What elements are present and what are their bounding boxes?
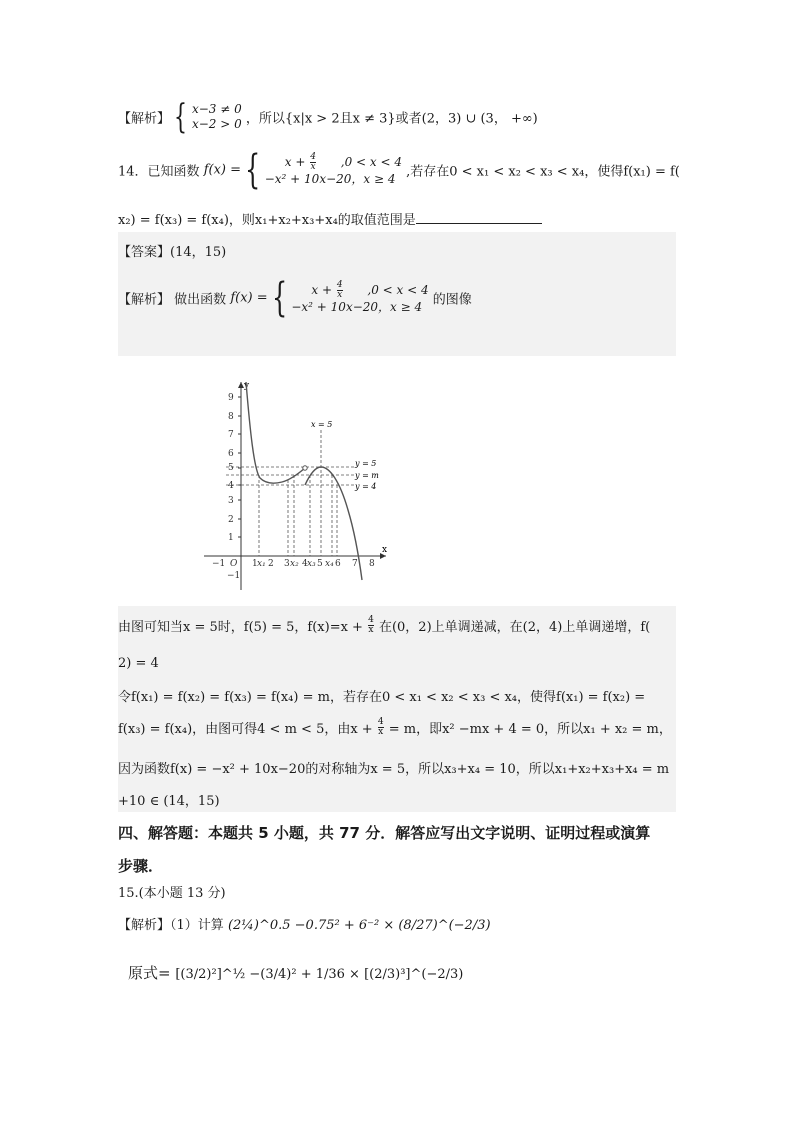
piece1: x + $\frac{4}{x}$ ,0 < x < 4 <box>284 152 402 172</box>
open-point <box>303 466 307 470</box>
y-tick-5: 5 <box>228 463 234 473</box>
y-tick-4: 4 <box>228 481 234 491</box>
para3: f(x₃) = f(x₄)，由图可得4 < m < 5，由x + $\frac{4}{x}$ = m，即x² −mx + 4 = 0，所以x₁ + x₂ = m， <box>118 717 672 737</box>
q15-calc: 【解析】（1）计算 (2¼)^0.5 −0.75² + 6⁻² × (8/27)^(−2/3) <box>118 918 491 933</box>
brace: { <box>271 275 288 321</box>
curve-left <box>246 382 305 483</box>
y-tick-7: 7 <box>228 430 234 440</box>
x-tick-x1: x₁ <box>257 559 266 569</box>
function-graph <box>194 370 394 598</box>
y-tick-neg1: −1 <box>227 571 241 581</box>
brace: { <box>174 97 188 137</box>
section-title-cont: 步骤． <box>118 857 164 875</box>
q14-number: 14．已知函数 <box>118 164 200 180</box>
answer-shade-lower <box>118 606 676 812</box>
label-x5: x = 5 <box>311 420 333 429</box>
x-tick-x2: x₂ <box>290 559 299 569</box>
para1: 由图可知当x = 5时，f(5) = 5，f(x)=x + $\frac{4}{x}$ 在(0，2)上单调递减，在(2，4)上单调递增，f( <box>118 615 651 635</box>
x-tick-3: 3 <box>284 559 290 569</box>
analysis-tag: 【解析】 <box>118 292 171 308</box>
para4: 因为函数f(x) = −x² + 10x−20的对称轴为x = 5，所以x₃+x₄ = 10，所以x₁+x₂+x₃+x₄ = m <box>118 762 670 777</box>
y-tick-1: 1 <box>228 533 234 543</box>
q14-line2: x₂) = f(x₃) = f(x₄)，则x₁+x₂+x₃+x₄的取值范围是 <box>118 209 542 228</box>
x-tick-5: 5 <box>317 559 323 569</box>
y-tick-3: 3 <box>228 496 234 506</box>
calc-expr: (2¼)^0.5 −0.75² + 6⁻² × (8/27)^(−2/3) <box>227 918 491 933</box>
x-tick-8: 8 <box>369 559 375 569</box>
para2: 令f(x₁) = f(x₂) = f(x₃) = f(x₄) = m，若存在0 < x₁ < x₂ < x₃ < x₄，使得f(x₁) = f(x₂) = <box>118 690 646 705</box>
x-tick-4: 4 <box>302 559 308 569</box>
y-tick-2: 2 <box>228 515 234 525</box>
x-tick-2: 2 <box>268 559 274 569</box>
analysis-line: 【解析】 做出函数 f(x) = { x + $\frac{4}{x}$ ,0 < x < 4 −x² + 10x−20，x ≥ 4 的图像 <box>118 275 472 321</box>
axis-y-label: y <box>244 381 250 391</box>
case2: x−2 > 0 <box>191 117 242 131</box>
line13-tail: ，所以{x|x > 2且x ≠ 3}或者(2，3) ∪ (3， +∞) <box>245 111 538 127</box>
piecewise: x + $\frac{4}{x}$ ,0 < x < 4 −x² + 10x−20，x ≥ 4 <box>291 280 429 314</box>
section-title: 四、解答题：本题共 5 小题，共 77 分．解答应写出文字说明、证明过程或演算 <box>118 824 651 842</box>
label-ym: y = m <box>355 471 379 480</box>
y-tick-9: 9 <box>228 393 234 403</box>
x-tick-7: 7 <box>352 559 358 569</box>
answer-blank <box>416 211 542 224</box>
piecewise <box>265 153 402 187</box>
x-tick-neg1: −1 <box>212 559 226 569</box>
piece2: −x² + 10x−20，x ≥ 4 <box>264 172 396 186</box>
case-block <box>192 102 242 132</box>
x-tick-x3: x₃ <box>307 559 316 569</box>
para1-cont: 2) = 4 <box>118 656 159 671</box>
x-tick-6: 6 <box>335 559 341 569</box>
q15-header: 15.(本小题 13 分) <box>118 886 226 901</box>
y-ticks <box>227 393 240 581</box>
q14-line1 <box>118 147 680 193</box>
para5: +10 ∈ (14，15) <box>118 794 220 809</box>
q14-fx: f(x) = <box>203 162 241 178</box>
axis-x-label: x <box>382 545 388 555</box>
orig-expr: [(3/2)²]^½ −(3/4)² + 1/36 × [(2/3)³]^(−2/3) <box>175 967 464 982</box>
q15-orig: 原式= [(3/2)²]^½ −(3/4)² + 1/36 × [(2/3)³]^(−2/3) <box>128 964 464 982</box>
label-y5: y = 5 <box>355 459 377 468</box>
q14-mid: ,若存在0 < x₁ < x₂ < x₃ < x₄，使得f(x₁) = f( <box>406 164 680 180</box>
brace: { <box>245 147 261 193</box>
label-y4: y = 4 <box>355 482 377 491</box>
answer-value: (14，15) <box>170 245 227 260</box>
x-ticks <box>212 559 375 569</box>
case1: x−3 ≠ 0 <box>191 102 242 116</box>
analysis-tag: 【解析】 <box>118 111 171 127</box>
x-tick-origin: O <box>230 559 238 569</box>
x-tick-x4: x₄ <box>325 559 334 569</box>
x-tick-1: 1 <box>252 559 258 569</box>
y-tick-6: 6 <box>228 449 234 459</box>
answer-tag: 【答案】 <box>118 245 171 260</box>
line13 <box>118 97 538 137</box>
y-tick-8: 8 <box>228 412 234 422</box>
answer-line <box>118 241 226 260</box>
